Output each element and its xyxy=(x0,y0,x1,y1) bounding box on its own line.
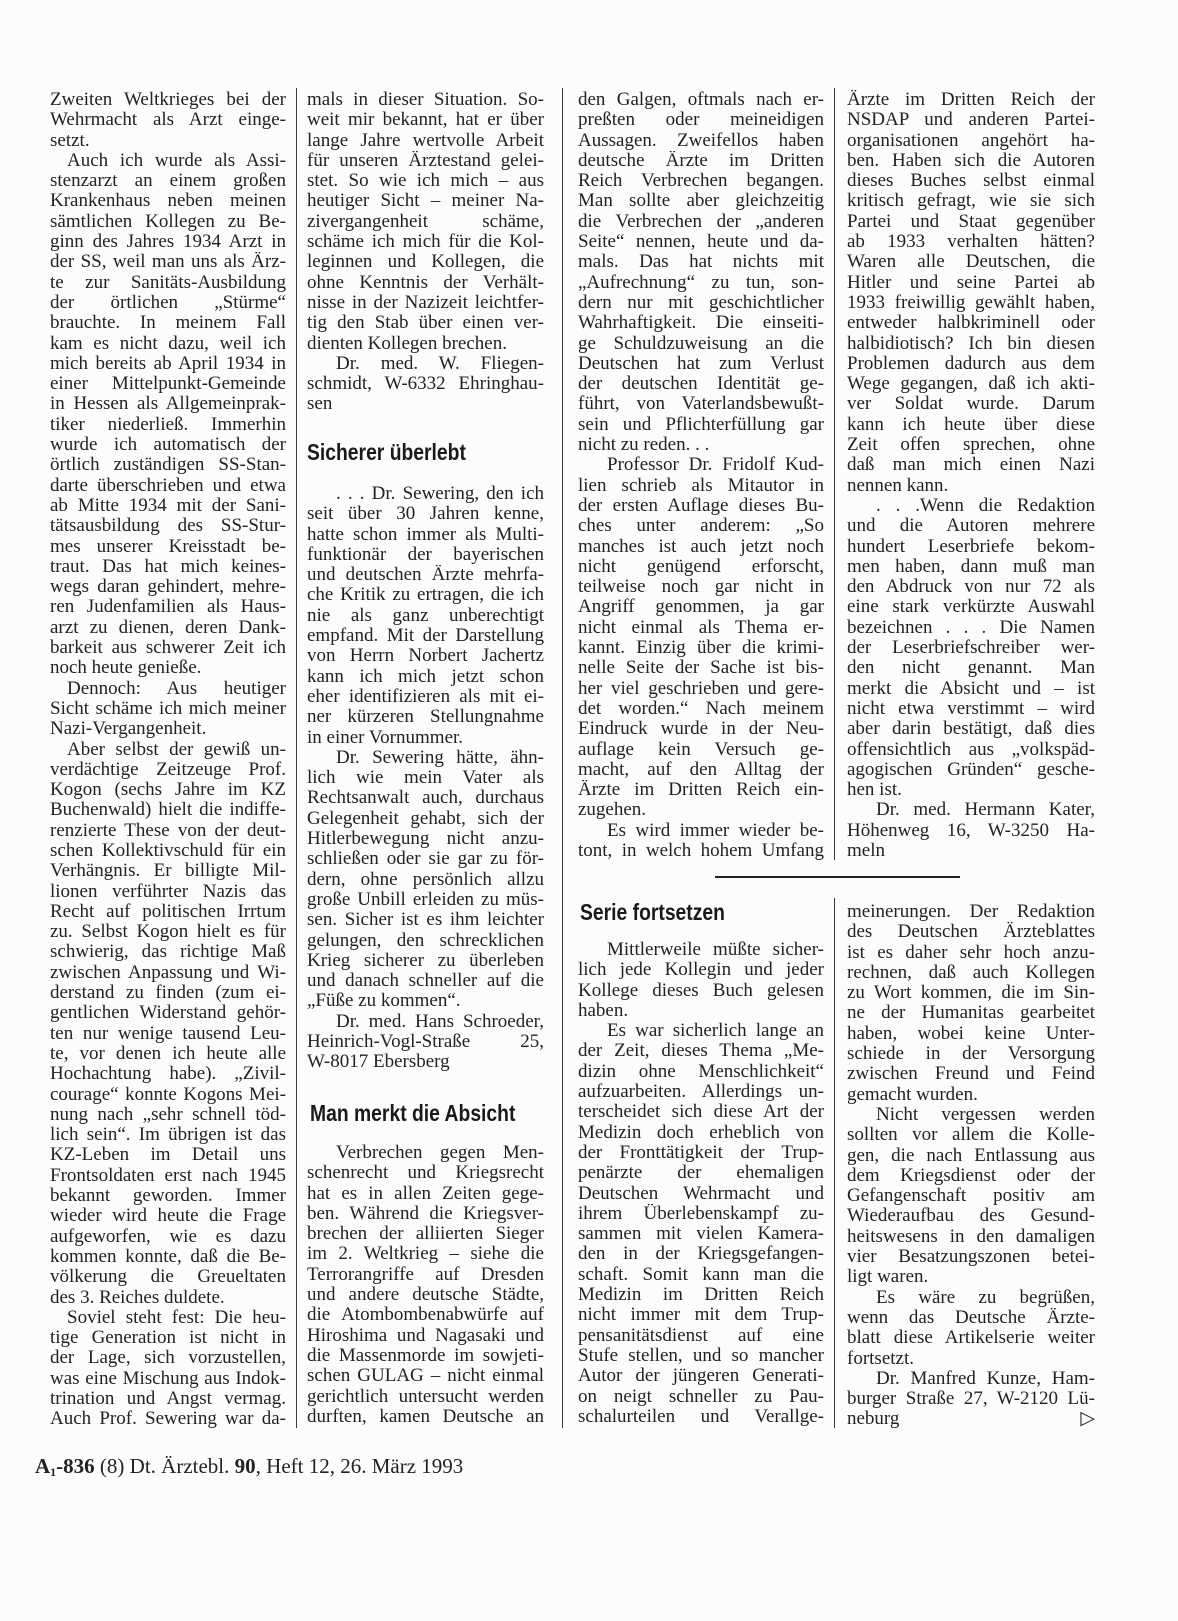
text-line: stet. So wie ich mich – aus xyxy=(307,171,544,192)
text-line: Hiroshima und Nagasaki und xyxy=(307,1325,544,1346)
text-line: des 3. Reiches duldete. xyxy=(50,1287,225,1308)
text-line: Auch ich wurde als Assi- xyxy=(67,150,286,171)
text-line: merkt die Absicht und – ist xyxy=(847,678,1095,699)
text-line: Auch Prof. Sewering war da- xyxy=(50,1409,286,1430)
paragraph xyxy=(50,679,286,740)
text-line: und deutschen Ärzte mehrfa- xyxy=(307,565,544,586)
text-line: . . .Wenn die Redaktion xyxy=(876,495,1095,516)
text-line: Hitlerbewegung nicht anzu- xyxy=(307,829,544,850)
column-2-text-middle xyxy=(307,484,544,1073)
text-line: und danach schneller auf die xyxy=(307,971,544,992)
text-line: Buchenwald) hielt die indiffe- xyxy=(50,800,286,821)
text-line: Dr. Sewering hätte, ähn- xyxy=(336,747,544,768)
text-line: deutsche Ärzte im Dritten xyxy=(578,150,824,171)
text-line: wenn das Deutsche Ärzte- xyxy=(847,1307,1095,1328)
text-line: halbidiotisch? Ich bin diesen xyxy=(847,333,1095,354)
text-line: ab Mitte 1934 mit der Sani- xyxy=(50,495,286,516)
text-line: der ersten Auflage dieses Bu- xyxy=(578,495,824,516)
text-line: Es wäre zu begrüßen, xyxy=(876,1287,1095,1308)
text-line: lionen verführter Nazis das xyxy=(50,881,286,902)
text-line: Verhängnis. Er billigte Mil- xyxy=(50,861,286,882)
paragraph xyxy=(578,90,824,455)
text-line: Nazi-Vergangenheit. xyxy=(50,719,207,740)
text-line: on neigt schneller zu Pau- xyxy=(578,1386,824,1407)
issue-number: (8) xyxy=(99,1454,125,1478)
text-line: mes unserer Kreisstadt be- xyxy=(50,536,286,557)
text-line: trination und Angst vermag. xyxy=(50,1389,286,1409)
text-line: aufgeworfen, wie es dazu xyxy=(50,1226,286,1247)
text-line: Hitler und seine Partei ab xyxy=(847,272,1095,293)
text-line: bekannt geworden. Immer xyxy=(50,1186,286,1207)
column-rule xyxy=(834,898,835,1428)
text-line: dienten Kollegen brechen. xyxy=(307,333,507,354)
text-line: courage“ konnte Kogons Mei- xyxy=(50,1084,286,1105)
text-line: und die Autoren mehrere xyxy=(847,516,1095,537)
text-line: „Füße zu kommen“. xyxy=(307,991,461,1012)
text-line: ten nur wenige tausend Leu- xyxy=(50,1023,286,1044)
text-line: teilweise noch gar nicht in xyxy=(578,577,824,598)
text-line: Mittlerweile müßte sicher- xyxy=(607,940,824,960)
column-rule xyxy=(834,88,835,860)
text-line: den Galgen, oftmals nach er- xyxy=(578,90,824,110)
text-line: Dr. Manfred Kunze, Ham- xyxy=(876,1368,1095,1389)
text-line: gentlichen Widerstand gehör- xyxy=(50,1003,286,1024)
text-line: entweder halbkriminell oder xyxy=(847,313,1095,334)
text-line: hat es in allen Zeiten gege- xyxy=(307,1183,544,1204)
text-line: aber darin bestätigt, daß dies xyxy=(847,719,1095,740)
text-line: Es war sicherlich lange an xyxy=(607,1021,824,1042)
paragraph xyxy=(847,902,1095,1105)
text-line: verdächtige Zeitzeuge Prof. xyxy=(50,759,286,780)
text-line: Wiederaufbau des Gesund- xyxy=(847,1206,1095,1227)
text-line: nelle Seite der Sache ist bis- xyxy=(578,658,824,679)
text-line: bezeichnen . . . Die Namen xyxy=(847,617,1095,638)
text-line: ligt waren. xyxy=(847,1267,929,1288)
text-line: tätsausbildung des SS-Stur- xyxy=(50,516,286,537)
text-line: Medizin doch erheblich von xyxy=(578,1122,824,1143)
paragraph xyxy=(578,455,824,820)
text-line: Soviel steht fest: Die heu- xyxy=(67,1307,286,1328)
text-line: nicht immer mit dem Trup- xyxy=(578,1305,824,1326)
issue-details: , Heft 12, 26. März 1993 xyxy=(255,1454,464,1478)
text-line: Dr. med. Hermann Kater, xyxy=(876,800,1095,821)
text-line: ver Soldat wurde. Darum xyxy=(847,394,1095,415)
text-line: Ärzte im Dritten Reich ein- xyxy=(578,780,824,801)
text-line: durften, kamen Deutsche an xyxy=(307,1406,544,1427)
text-line: Autor der jüngeren Generati- xyxy=(578,1366,824,1387)
paragraph xyxy=(50,90,286,151)
text-line: tont, in welch hohem Umfang xyxy=(578,840,824,861)
text-line: hatte schon immer als Multi- xyxy=(307,524,544,545)
text-line: darte überschrieben und etwa xyxy=(50,475,286,496)
text-line: Recht auf politischen Irrtum xyxy=(50,901,286,922)
text-line: sen. Sicher ist es ihm leichter xyxy=(307,910,544,931)
paragraph xyxy=(50,1308,286,1430)
text-line: te, vor denen ich heute alle xyxy=(50,1043,286,1064)
text-line: nicht einmal als Thema er- xyxy=(578,617,824,638)
text-line: Man sollte aber gleichzeitig xyxy=(578,191,824,212)
paragraph xyxy=(847,496,1095,800)
text-line: zwischen Freund und Feind xyxy=(847,1064,1095,1085)
text-line: Seite“ nennen, heute und da- xyxy=(578,232,824,253)
text-line: Sicht schäme ich mich meiner xyxy=(50,698,286,719)
text-line: lich jede Kollegin und jeder xyxy=(578,960,824,981)
text-line: kommen konnte, daß die Be- xyxy=(50,1246,286,1267)
text-line: brauchte. In meinem Fall xyxy=(50,313,286,334)
text-line: im 2. Weltkrieg – siehe die xyxy=(307,1244,544,1265)
text-line: lien schrieb als Mitautor in xyxy=(578,475,824,496)
text-line: Rechtsanwalt auch, durchaus xyxy=(307,788,544,809)
text-line: mals. Das hat nichts mit xyxy=(578,252,824,273)
text-line: ben. Haben sich die Autoren xyxy=(847,150,1095,171)
text-line: Frontsoldaten erst nach 1945 xyxy=(50,1165,286,1186)
text-line: schenrecht und Kriegsrecht xyxy=(307,1163,544,1184)
text-line: tig den Stab über einen ver- xyxy=(307,313,544,334)
text-line: in einer Vornummer. xyxy=(307,727,464,748)
text-line: Wahrhaftigkeit. Die einseiti- xyxy=(578,313,824,334)
text-line: ner kürzeren Stellungnahme xyxy=(307,707,544,728)
text-line: Nicht vergessen werden xyxy=(876,1104,1095,1125)
text-line: wegs daran gehindert, mehre- xyxy=(50,577,286,598)
text-line: völkerung die Greueltaten xyxy=(50,1267,286,1288)
text-line: sen xyxy=(307,394,333,415)
text-line: preßten oder meineidigen xyxy=(578,110,824,131)
text-line: kannt. Einzig über die krimi- xyxy=(578,638,824,659)
text-line: Heinrich-Vogl-Straße 25, xyxy=(307,1032,544,1053)
text-line: W-8017 Ebersberg xyxy=(307,1052,450,1073)
text-line: Reich Verbrechen begangen. xyxy=(578,171,824,192)
text-line: Hochachtung habe). „Zivil- xyxy=(50,1064,286,1085)
text-line: mich bereits ab April 1934 in xyxy=(50,353,286,374)
text-line: der Lage, sich vorzustellen, xyxy=(50,1348,286,1369)
text-line: det worden.“ Nach meinem xyxy=(578,698,824,719)
text-line: Krankenhaus neben meinen xyxy=(50,191,286,212)
text-line: tige Generation ist nicht in xyxy=(50,1328,286,1349)
text-line: agogischen Gründen“ gesche- xyxy=(847,759,1095,780)
text-line: sammen mit vielen Kamera- xyxy=(578,1224,824,1245)
text-line: Professor Dr. Fridolf Kud- xyxy=(607,455,824,476)
text-line: gemacht wurden. xyxy=(847,1084,978,1105)
page-letter: A xyxy=(35,1454,51,1478)
text-line: einer Mittelpunkt-Gemeinde xyxy=(50,374,286,395)
text-line: große Unbill erleiden zu müs- xyxy=(307,889,544,910)
text-line: Kollege dieses Buch gelesen xyxy=(578,980,824,1001)
text-line: ge Schuldzuweisung an die xyxy=(578,333,824,354)
text-line: organisationen angehört ha- xyxy=(847,130,1095,151)
text-line: führt, von Vaterlandsbewußt- xyxy=(578,394,824,415)
text-line: pensanitätsdienst auf eine xyxy=(578,1325,824,1346)
text-line: Dr. med. W. Fliegen- xyxy=(336,353,544,374)
text-line: mals in dieser Situation. So- xyxy=(307,90,544,110)
text-line: Aber selbst der gewiß un- xyxy=(67,739,286,760)
section-divider xyxy=(715,876,960,878)
text-line: Verbrechen gegen Men- xyxy=(336,1143,544,1163)
text-line: schwierig, das richtige Maß xyxy=(50,942,286,963)
text-line: rechnen, daß auch Kollegen xyxy=(847,962,1095,983)
text-line: was eine Mischung aus Indok- xyxy=(50,1368,286,1389)
text-line: nicht etwa verstimmt – wird xyxy=(847,698,1095,719)
text-line: gelungen, den schrecklichen xyxy=(307,930,544,951)
text-line: kam es nicht dazu, weil ich xyxy=(50,333,286,354)
text-line: macht, auf den Alltag der xyxy=(578,759,824,780)
text-line: penärzte der ehemaligen xyxy=(578,1163,824,1184)
text-line: lich sein“. Im übrigen ist das xyxy=(50,1125,286,1146)
text-line: und andere deutsche Städte, xyxy=(307,1285,544,1306)
text-line: wurde ich automatisch der xyxy=(50,435,286,456)
text-line: heitswesens in den damaligen xyxy=(847,1226,1095,1247)
text-line: Eindruck wurde in der Neu- xyxy=(578,719,824,740)
column-rule xyxy=(296,88,297,1428)
text-line: blatt diese Artikelserie weiter xyxy=(847,1328,1095,1349)
text-line: Dennoch: Aus heutiger xyxy=(67,678,286,699)
text-line: eine stark verkürzte Auswahl xyxy=(847,597,1095,618)
paragraph xyxy=(847,90,1095,496)
text-line: Wege gegangen, daß ich akti- xyxy=(847,374,1095,395)
text-line: die Massenmorde im sowjeti- xyxy=(307,1345,544,1366)
text-line: weit mir bekannt, hat er über xyxy=(307,110,544,131)
text-line: ches unter anderem: „So xyxy=(578,516,824,537)
text-line: brechen der alliierten Sieger xyxy=(307,1224,544,1245)
text-line: Deutschen Wehrmacht und xyxy=(578,1183,824,1204)
text-line: wieder wird heute die Frage xyxy=(50,1206,286,1227)
text-line: leginnen und Kollegen, die xyxy=(307,252,544,273)
text-line: ohne Kenntnis der Verhält- xyxy=(307,272,544,293)
text-line: Zweiten Weltkrieges bei der xyxy=(50,90,286,110)
text-line: Ärzte im Dritten Reich der xyxy=(847,90,1095,110)
text-line: seit über 30 Jahren kenne, xyxy=(307,504,544,525)
text-line: Kogon (sechs Jahre im KZ xyxy=(50,780,286,801)
text-line: Dr. med. Hans Schroeder, xyxy=(336,1011,544,1032)
text-line: funktionär der bayerischen xyxy=(307,544,544,565)
text-line: schiede in der Versorgung xyxy=(847,1044,1095,1065)
text-line: . . . Dr. Sewering, den ich xyxy=(336,484,544,504)
text-line: dizin ohne Menschlichkeit“ xyxy=(578,1061,824,1082)
letter-heading-serie-fortsetzen: Serie fortsetzen xyxy=(580,899,725,925)
text-line: die Atombombenabwürfe auf xyxy=(307,1305,544,1326)
paragraph xyxy=(578,821,824,862)
text-line: ren Judenfamilien als Haus- xyxy=(50,597,286,618)
text-line: die Verbrechen der „anderen xyxy=(578,211,824,232)
text-line: che Kritik zu ertragen, die ich xyxy=(307,585,544,606)
text-line: lich wie mein Vater als xyxy=(307,768,544,789)
text-line: schalurteilen und Verallge- xyxy=(578,1406,824,1427)
text-line: in Hessen als Allgemeinprak- xyxy=(50,394,286,415)
text-line: Waren alle Deutschen, die xyxy=(847,252,1095,273)
text-line: setzt. xyxy=(50,130,90,151)
text-line: neburg ▷ xyxy=(847,1409,1095,1430)
text-line: den Abdruck von nur 72 als xyxy=(847,577,1095,598)
text-line: hundert Leserbriefe bekom- xyxy=(847,536,1095,557)
column-2-text-top xyxy=(307,90,544,415)
paragraph xyxy=(307,484,544,748)
text-line: noch heute genieße. xyxy=(50,658,202,679)
text-line: te zur Sanitäts-Ausbildung xyxy=(50,272,286,293)
text-line: heutiger Sicht – meiner Na- xyxy=(307,191,544,212)
text-line: renzierte These von der deut- xyxy=(50,820,286,841)
text-line: nisse in der Nazizeit leichtfer- xyxy=(307,292,544,313)
text-line: derstand zu finden (zum ei- xyxy=(50,983,286,1004)
text-line: dieses Buches selbst einmal xyxy=(847,171,1095,192)
text-line: der SS, weil man uns als Ärz- xyxy=(50,252,286,273)
text-line: Deutschen hat zum Verlust xyxy=(578,353,824,374)
text-line: schäme ich mich für die Kol- xyxy=(307,232,544,253)
text-line: burger Straße 27, W-2120 Lü- xyxy=(847,1389,1095,1410)
text-line: den in der Kriegsgefangen- xyxy=(578,1244,824,1265)
text-line: auflage kein Versuch ge- xyxy=(578,739,824,760)
text-line: men haben, dann muß man xyxy=(847,556,1095,577)
paragraph xyxy=(578,1021,824,1427)
column-3-text-top xyxy=(578,90,824,861)
text-line: haben. xyxy=(578,1000,629,1021)
text-line: der örtlichen „Stürme“ xyxy=(50,292,286,313)
paragraph xyxy=(847,1105,1095,1288)
text-line: schmidt, W-6332 Ehringhau- xyxy=(307,374,544,395)
text-line: gerichtlich untersucht werden xyxy=(307,1386,544,1407)
text-line: Höhenweg 16, W-3250 Ha- xyxy=(847,820,1095,841)
text-line: daß man mich einen Nazi xyxy=(847,455,1095,476)
text-line: zu Wort kommen, die im Sin- xyxy=(847,983,1095,1004)
paragraph xyxy=(50,151,286,679)
text-line: nie als ganz unberechtigt xyxy=(307,605,544,626)
text-line: kritisch gefragt, wie sie sich xyxy=(847,191,1095,212)
text-line: stenzarzt an einem großen xyxy=(50,171,286,192)
text-line: NSDAP und anderen Partei- xyxy=(847,110,1095,131)
text-line: zu. Selbst Kogon hielt es für xyxy=(50,922,286,943)
paragraph xyxy=(307,90,544,354)
text-line: meinerungen. Der Redaktion xyxy=(847,902,1095,922)
text-line: eher identifizieren als mit ei- xyxy=(307,686,544,707)
text-line: schen GULAG – nicht einmal xyxy=(307,1366,544,1387)
text-line: KZ-Leben im Detail uns xyxy=(50,1145,286,1166)
text-line: des Deutschen Ärzteblattes xyxy=(847,922,1095,943)
text-line: empfand. Mit der Darstellung xyxy=(307,626,544,647)
paragraph xyxy=(847,1288,1095,1369)
text-line: ihrem Überlebenskampf zu- xyxy=(578,1203,824,1224)
text-line: ginn des Jahres 1934 Arzt in xyxy=(50,232,286,253)
paragraph xyxy=(847,800,1095,861)
text-line: nennen kann. xyxy=(847,475,949,496)
text-line: Zeit offen sprechen, ohne xyxy=(847,435,1095,456)
text-line: nicht zu reden. . . xyxy=(578,435,710,456)
text-line: sämtlichen Kollegen zu Be- xyxy=(50,211,286,232)
page-number: -836 xyxy=(56,1454,95,1478)
text-line: Gefangenschaft positiv am xyxy=(847,1186,1095,1207)
text-line: nung nach „sehr schnell töd- xyxy=(50,1104,286,1125)
text-line: Es wird immer wieder be- xyxy=(607,820,824,841)
column-4-text-top xyxy=(847,90,1095,861)
text-line: 1933 freiwillig gewählt haben, xyxy=(847,292,1095,313)
text-line: kann ich mich jetzt schon xyxy=(307,666,544,687)
text-line: dern nur mit geschichtlicher xyxy=(578,292,824,313)
text-line: lange Jahre wertvolle Arbeit xyxy=(307,130,544,151)
paragraph xyxy=(307,354,544,415)
text-line: sollten vor allem die Kolle- xyxy=(847,1125,1095,1146)
letter-heading-man-merkt-die-absicht: Man merkt die Absicht xyxy=(310,1100,516,1126)
journal-name: Dt. Ärztebl. xyxy=(129,1454,230,1478)
text-line: Problemen dadurch aus dem xyxy=(847,353,1095,374)
text-line: vier Besatzungszonen betei- xyxy=(847,1247,1095,1268)
page-footer xyxy=(35,1452,463,1486)
text-line: Terrorangriffe auf Dresden xyxy=(307,1264,544,1285)
text-line: meln xyxy=(847,840,885,861)
text-line: Krieg sicherer zu überleben xyxy=(307,950,544,971)
text-line: Partei und Staat gegenüber xyxy=(847,211,1095,232)
text-line: kann ich heute über diese xyxy=(847,414,1095,435)
text-line: Medizin im Dritten Reich xyxy=(578,1285,824,1306)
column-4-text-bottom xyxy=(847,902,1095,1430)
text-line: haben, wobei keine Unter- xyxy=(847,1023,1095,1044)
column-3-text-bottom xyxy=(578,940,824,1427)
text-line: der Zeit, dieses Thema „Me- xyxy=(578,1041,824,1062)
text-line: für unseren Ärztestand gelei- xyxy=(307,150,544,171)
text-line: offensichtlich aus „volkspäd- xyxy=(847,739,1095,760)
text-line: den nicht genannt. Man xyxy=(847,658,1095,679)
paragraph xyxy=(50,740,286,1308)
text-line: nicht genügend erforscht, xyxy=(578,556,824,577)
text-line: ne der Humanitas gearbeitet xyxy=(847,1003,1095,1024)
paragraph xyxy=(847,1369,1095,1430)
text-line: Angriff genommen, ja gar xyxy=(578,597,824,618)
text-line: Wehrmacht als Arzt einge- xyxy=(50,110,286,131)
text-line: der deutschen Identität ge- xyxy=(578,374,824,395)
text-line: örtlich zuständigen SS-Stan- xyxy=(50,455,286,476)
text-line: gen, die nach Entlassung aus xyxy=(847,1145,1095,1166)
text-line: Gelegenheit gehabt, sich der xyxy=(307,808,544,829)
text-line: ab 1933 verhalten hätten? xyxy=(847,232,1095,253)
paragraph xyxy=(578,940,824,1021)
text-line: zwischen Anpassung und Wi- xyxy=(50,962,286,983)
text-line: hen ist. xyxy=(847,780,902,801)
text-line: „Aufrechnung“ zu tun, son- xyxy=(578,272,824,293)
text-line: dem Kriegsdienst oder der xyxy=(847,1165,1095,1186)
text-line: der Fronttätigkeit der Trup- xyxy=(578,1142,824,1163)
column-1-text xyxy=(50,90,286,1430)
paragraph xyxy=(307,748,544,1012)
text-line: sein und Pflichterfüllung gar xyxy=(578,414,824,435)
text-line: schaft. Somit kann man die xyxy=(578,1264,824,1285)
text-line: manches ist auch jetzt noch xyxy=(578,536,824,557)
text-line: tiker niederließ. Immerhin xyxy=(50,414,286,435)
column-2-text-bottom xyxy=(307,1143,544,1427)
text-line: dern, ohne persönlich allzu xyxy=(307,869,544,890)
text-line: schließen oder sie gar zu för- xyxy=(307,849,544,870)
text-line: zivergangenheit schäme, xyxy=(307,211,544,232)
column-rule xyxy=(562,88,563,1428)
text-line: barkeit aus schwerer Zeit ich xyxy=(50,638,286,659)
text-line: fortsetzt. xyxy=(847,1348,915,1369)
text-line: her viel geschrieben und gere- xyxy=(578,678,824,699)
volume-number: 90 xyxy=(234,1454,256,1478)
text-line: ist es daher sehr hoch anzu- xyxy=(847,942,1095,963)
text-line: terscheidet sich diese Art der xyxy=(578,1102,824,1123)
paragraph xyxy=(307,1012,544,1073)
text-line: arzt zu dienen, deren Dank- xyxy=(50,617,286,638)
text-line: der Leserbriefschreiber wer- xyxy=(847,638,1095,659)
text-line: ben. Während die Kriegsver- xyxy=(307,1203,544,1224)
text-line: Aussagen. Zweifellos haben xyxy=(578,130,824,151)
text-line: traut. Das hat mich keines- xyxy=(50,556,286,577)
text-line: von Herrn Norbert Jachertz xyxy=(307,646,544,667)
text-line: zugehen. xyxy=(578,800,647,821)
letter-heading-sicherer-ueberlebt: Sicherer überlebt xyxy=(307,439,466,465)
text-line: Stufe stellen, und so mancher xyxy=(578,1345,824,1366)
text-line: aufzuarbeiten. Allerdings un- xyxy=(578,1082,824,1103)
page-subscript: 1 xyxy=(50,1465,57,1479)
text-line: schen Kollektivschuld für ein xyxy=(50,840,286,861)
paragraph xyxy=(307,1143,544,1427)
